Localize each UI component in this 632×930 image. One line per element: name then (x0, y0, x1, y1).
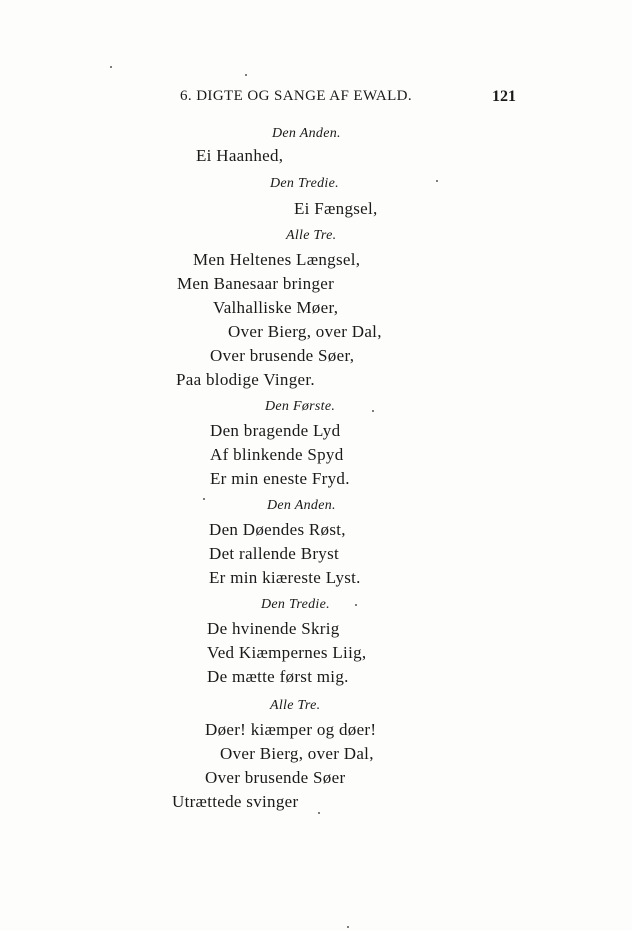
verse-line: Paa blodige Vinger. (176, 370, 315, 389)
speaker-label: Alle Tre. (286, 228, 337, 243)
verse-line: Er min kiæreste Lyst. (209, 568, 361, 587)
verse-line: Over Bierg, over Dal, (220, 744, 374, 763)
verse-line: Ei Haanhed, (196, 146, 284, 165)
verse-line: Ei Fængsel, (294, 199, 378, 218)
running-header: 6. DIGTE OG SANGE AF EWALD. (180, 88, 413, 104)
verse-line: Over Bierg, over Dal, (228, 322, 382, 341)
print-speck (110, 66, 112, 68)
print-speck (203, 498, 205, 500)
verse-line: Men Heltenes Længsel, (193, 250, 361, 269)
speaker-label: Den Første. (265, 399, 336, 414)
speaker-label: Den Anden. (272, 126, 341, 141)
verse-line: Utrættede svinger (172, 792, 299, 811)
print-speck (245, 74, 247, 76)
verse-line: Af blinkende Spyd (210, 445, 344, 464)
print-speck (436, 180, 438, 182)
print-speck (372, 410, 374, 412)
verse-line: Ved Kiæmpernes Liig, (207, 643, 367, 662)
print-speck (318, 812, 320, 814)
verse-line: De mætte først mig. (207, 667, 349, 686)
verse-line: De hvinende Skrig (207, 619, 340, 638)
speaker-label: Alle Tre. (270, 698, 321, 713)
verse-line: Døer! kiæmper og døer! (205, 720, 377, 739)
speaker-label: Den Tredie. (270, 176, 339, 191)
speaker-label: Den Tredie. (261, 597, 330, 612)
verse-line: Den Døendes Røst, (209, 520, 346, 539)
verse-line: Valhalliske Møer, (213, 298, 339, 317)
verse-line: Men Banesaar bringer (177, 274, 335, 293)
page-number: 121 (492, 88, 516, 105)
speaker-label: Den Anden. (267, 498, 336, 513)
print-speck (355, 604, 357, 606)
verse-line: Er min eneste Fryd. (210, 469, 350, 488)
print-speck (347, 926, 349, 928)
verse-line: Over brusende Søer (205, 768, 346, 787)
verse-line: Den bragende Lyd (210, 421, 341, 440)
verse-line: Over brusende Søer, (210, 346, 355, 365)
verse-line: Det rallende Bryst (209, 544, 340, 563)
